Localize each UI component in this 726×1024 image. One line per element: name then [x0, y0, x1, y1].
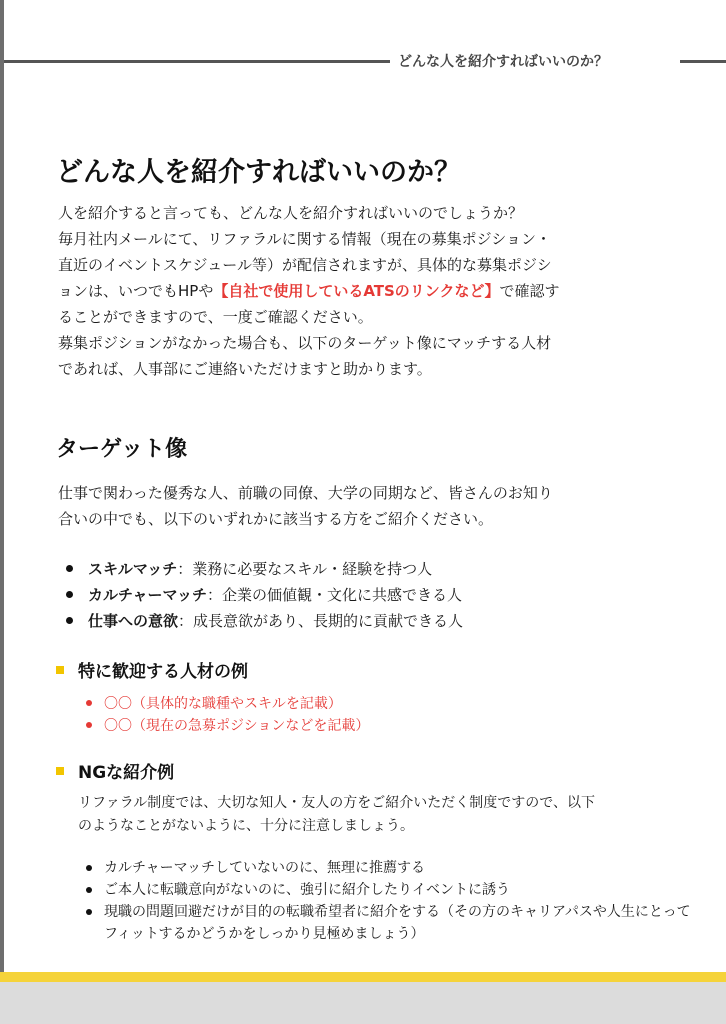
welcome-item: 〇〇（現在の急募ポジションなどを記載） — [104, 718, 370, 734]
criteria-desc: ：成長意欲があり、長期的に貢献できる人 — [178, 611, 464, 630]
intro-line: ることができますので、一度ご確認ください。 — [58, 308, 373, 326]
footer-band — [0, 982, 726, 1024]
intro-text: で確認す — [499, 282, 560, 300]
bullet-icon — [86, 722, 92, 728]
intro-line: 毎月社内メールにて、リファラルに関する情報（現在の募集ポジション・ — [58, 230, 551, 248]
target-line: 仕事で関わった優秀な人、前職の同僚、大学の同期など、皆さんのお知り — [58, 484, 553, 502]
criteria-desc: ：企業の価値観・文化に共感できる人 — [206, 585, 462, 604]
subsection-title: 特に歓迎する人材の例 — [78, 662, 248, 682]
square-bullet-icon — [56, 767, 64, 775]
list-item — [86, 714, 369, 736]
footer-accent-bar — [0, 972, 726, 982]
intro-line: 募集ポジションがなかった場合も、以下のターゲット像にマッチする人材 — [58, 334, 552, 352]
subsection-title: NGな紹介例 — [78, 763, 175, 783]
bullet-icon — [86, 909, 92, 915]
list-item — [66, 581, 463, 607]
list-item — [66, 555, 463, 581]
criteria-term: 仕事への意欲 — [88, 611, 179, 630]
welcome-list — [86, 692, 369, 736]
square-bullet-icon — [56, 666, 64, 674]
criteria-term: スキルマッチ — [88, 559, 178, 578]
welcome-item: 〇〇（具体的な職種やスキルを記載） — [104, 696, 342, 712]
ng-line: のようなことがないように、十分に注意しましょう。 — [78, 818, 414, 834]
ng-item: 現職の問題回避だけが目的の転職希望者に紹介をする（その方のキャリアパスや人生にとってフィットするかどうかをしっかり見極めましょう） — [104, 904, 691, 942]
criteria-term: カルチャーマッチ — [88, 585, 207, 604]
header-rule-left — [4, 60, 390, 63]
bullet-icon — [66, 617, 73, 624]
bullet-icon — [86, 887, 92, 893]
ats-link-placeholder: 【自社で使用しているATSのリンクなど】 — [213, 282, 500, 300]
page-title: どんな人を紹介すればいいのか？ — [56, 157, 461, 188]
ng-item: カルチャーマッチしていないのに、無理に推薦する — [104, 860, 426, 876]
subsection-heading-welcome — [56, 657, 248, 682]
intro-line: であれば、人事部にご連絡いただけますと助かります。 — [58, 360, 432, 378]
subsection-heading-ng — [56, 758, 174, 783]
criteria-desc: ：業務に必要なスキル・経験を持つ人 — [177, 559, 433, 578]
header-title: どんな人を紹介すればいいのか？ — [398, 54, 608, 70]
intro-line: 人を紹介すると言っても、どんな人を紹介すればいいのでしょうか？ — [58, 204, 524, 222]
list-item — [86, 857, 694, 879]
intro-paragraph — [58, 200, 698, 382]
ng-item: ご本人に転職意向がないのに、強引に紹介したりイベントに誘う — [104, 882, 510, 898]
intro-line — [58, 278, 698, 304]
bullet-icon — [66, 565, 73, 572]
list-item — [66, 607, 463, 633]
ng-line: リファラル制度では、大切な知人・友人の方をご紹介いただく制度ですので、以下 — [78, 795, 596, 811]
target-line: 合いの中でも、以下のいずれかに該当する方をご紹介ください。 — [58, 510, 494, 528]
target-criteria-list — [66, 555, 463, 633]
ng-paragraph — [78, 792, 698, 838]
target-paragraph — [58, 480, 698, 532]
intro-text: ョンは、いつでもHPや — [58, 282, 214, 300]
bullet-icon — [66, 591, 73, 598]
list-item — [86, 901, 694, 945]
header-rule-right — [680, 60, 726, 63]
ng-examples-list — [86, 857, 694, 945]
list-item — [86, 879, 694, 901]
left-border — [0, 0, 4, 1024]
list-item — [86, 692, 369, 714]
intro-line: 直近のイベントスケジュール等）が配信されますが、具体的な募集ポジシ — [58, 256, 552, 274]
bullet-icon — [86, 865, 92, 871]
section-heading-target: ターゲット像 — [56, 437, 188, 462]
bullet-icon — [86, 700, 92, 706]
